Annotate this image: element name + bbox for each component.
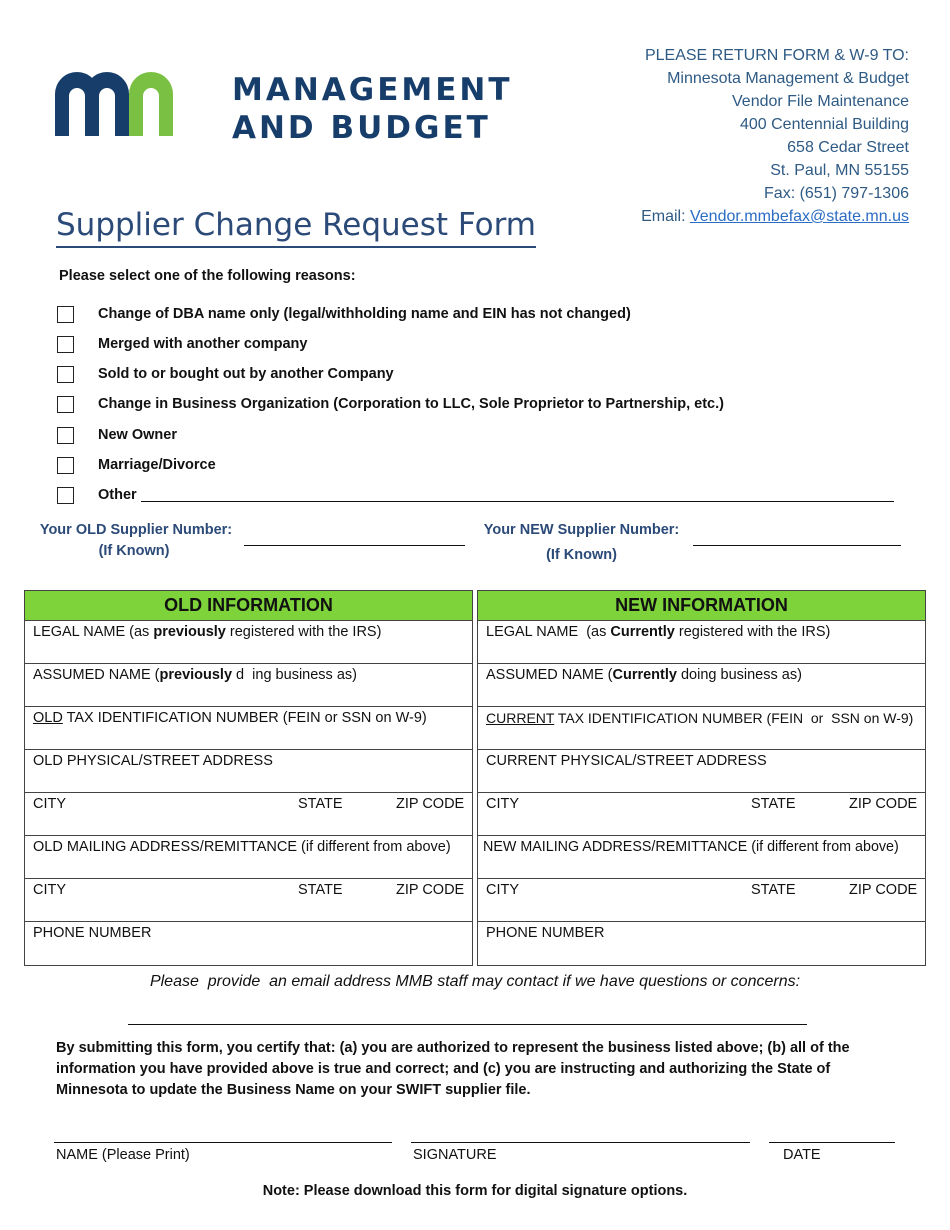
zip-label: ZIP CODE <box>396 882 465 898</box>
old-mailing-address-field[interactable] <box>25 836 472 879</box>
return-line: Vendor File Maintenance <box>732 93 909 110</box>
email-label: Email: <box>641 208 690 225</box>
city-label: CITY <box>486 796 520 812</box>
new-supplier-label-text: Your NEW Supplier Number: <box>483 522 680 538</box>
reason-checkbox[interactable] <box>57 396 74 413</box>
old-address-field[interactable] <box>25 750 472 793</box>
new-address-field[interactable] <box>478 750 925 793</box>
return-line: St. Paul, MN 55155 <box>770 162 909 179</box>
field-label: registered with the IRS) <box>225 624 382 640</box>
city-label: CITY <box>33 796 67 812</box>
reason-checkbox[interactable] <box>57 457 74 474</box>
return-email-row <box>641 205 909 228</box>
reason-item <box>57 304 631 324</box>
mn-logo-icon <box>55 72 211 136</box>
old-phone-field[interactable] <box>25 922 472 965</box>
return-address <box>641 44 909 228</box>
zip-label: ZIP CODE <box>849 796 918 812</box>
return-heading: PLEASE RETURN FORM & W-9 TO: <box>644 47 909 64</box>
field-label: d ing business as) <box>232 667 357 683</box>
reason-checkbox[interactable] <box>57 366 74 383</box>
field-label: CURRENT PHYSICAL/STREET ADDRESS <box>486 753 767 769</box>
new-legal-name-field[interactable] <box>478 621 925 664</box>
zip-label: ZIP CODE <box>849 882 918 898</box>
field-label-bold: previously <box>153 624 226 640</box>
instructions: Please select one of the following reasons: <box>59 268 356 284</box>
old-tax-id-field[interactable] <box>25 707 472 750</box>
field-label: LEGAL NAME (as <box>486 624 611 640</box>
date-label: DATE <box>783 1147 821 1163</box>
new-assumed-name-field[interactable] <box>478 664 925 707</box>
footer-note: Note: Please download this form for digital signature options. <box>262 1183 688 1199</box>
city-label: CITY <box>486 882 520 898</box>
certification-text: By submitting this form, you certify that: (a) you are authorized to represent the business listed above; (b) all of the information you have provided above is true and correct; and (c) you are instructing and authorizing the State of Minnesota to update the Business Name on your SWIFT supplier file. <box>56 1040 850 1098</box>
name-label: NAME (Please Print) <box>56 1147 190 1163</box>
old-legal-name-field[interactable] <box>25 621 472 664</box>
state-label: STATE <box>751 882 796 898</box>
field-label-bold: Currently <box>612 667 677 683</box>
old-information-table <box>24 590 473 966</box>
field-label: ASSUMED NAME ( <box>33 667 160 683</box>
field-label: OLD MAILING ADDRESS/REMITTANCE (if different from above) <box>33 839 451 855</box>
reason-item <box>57 364 394 384</box>
reason-item <box>57 455 216 475</box>
email-link[interactable]: Vendor.mmbefax@state.mn.us <box>689 208 909 225</box>
field-label: PHONE NUMBER <box>33 925 152 941</box>
field-label-bold: Currently <box>610 624 675 640</box>
field-label: ASSUMED NAME ( <box>486 667 613 683</box>
field-label-underlined: OLD <box>33 710 63 726</box>
logo-line-2: AND BUDGET <box>232 110 491 146</box>
state-label: STATE <box>298 882 343 898</box>
reason-item <box>57 485 137 505</box>
field-label: PHONE NUMBER <box>486 925 605 941</box>
new-supplier-label <box>479 520 684 566</box>
old-supplier-label-text: Your OLD Supplier Number: <box>39 522 233 538</box>
new-information-table <box>477 590 926 966</box>
return-line: 658 Cedar Street <box>787 139 909 156</box>
reason-label: Change of DBA name only (legal/withholding name and EIN has not changed) <box>98 306 631 322</box>
return-line: Fax: (651) 797-1306 <box>764 185 909 202</box>
return-line: Minnesota Management & Budget <box>667 70 909 87</box>
reason-checkbox[interactable] <box>57 427 74 444</box>
field-label: TAX IDENTIFICATION NUMBER (FEIN or SSN on W-9) <box>554 710 914 726</box>
field-label: NEW MAILING ADDRESS/REMITTANCE (if different from above) <box>483 839 899 855</box>
field-label: registered with the IRS) <box>674 624 831 640</box>
city-label: CITY <box>33 882 67 898</box>
signature-label: SIGNATURE <box>413 1147 497 1163</box>
old-supplier-number-input[interactable] <box>244 545 465 546</box>
field-label: doing business as) <box>676 667 802 683</box>
state-label: STATE <box>751 796 796 812</box>
reason-item <box>57 394 724 414</box>
new-mailing-city-state-zip-field[interactable] <box>478 879 925 922</box>
field-label-bold: previously <box>159 667 233 683</box>
reason-checkbox[interactable] <box>57 306 74 323</box>
reason-checkbox[interactable] <box>57 336 74 353</box>
field-label: TAX IDENTIFICATION NUMBER (FEIN or SSN on W-9) <box>62 710 427 726</box>
old-mailing-city-state-zip-field[interactable] <box>25 879 472 922</box>
field-label: LEGAL NAME (as <box>33 624 154 640</box>
reason-label: Marriage/Divorce <box>98 457 216 473</box>
state-label: STATE <box>298 796 343 812</box>
other-reason-input[interactable] <box>141 501 894 502</box>
signature-input[interactable] <box>411 1142 750 1143</box>
contact-email-input[interactable] <box>128 1024 807 1025</box>
new-tax-id-field[interactable] <box>478 707 925 750</box>
old-city-state-zip-field[interactable] <box>25 793 472 836</box>
field-label: OLD PHYSICAL/STREET ADDRESS <box>33 753 273 769</box>
new-supplier-number-input[interactable] <box>693 545 901 546</box>
reason-checkbox[interactable] <box>57 487 74 504</box>
reason-label: Other <box>98 487 137 503</box>
reason-label: Merged with another company <box>98 336 308 352</box>
old-supplier-sub: (If Known) <box>98 543 170 559</box>
new-mailing-address-field[interactable] <box>478 836 925 879</box>
return-line: 400 Centennial Building <box>739 116 909 133</box>
new-city-state-zip-field[interactable] <box>478 793 925 836</box>
name-input[interactable] <box>54 1142 392 1143</box>
page-title <box>56 205 536 248</box>
new-supplier-sub: (If Known) <box>546 547 617 563</box>
reason-label: Change in Business Organization (Corporation to LLC, Sole Proprietor to Partnership, etc.) <box>98 396 724 412</box>
new-information-header: NEW INFORMATION <box>478 591 925 621</box>
new-phone-field[interactable] <box>478 922 925 965</box>
page-title-text: Supplier Change Request Form <box>56 207 536 243</box>
reason-item <box>57 425 177 445</box>
email-prompt: Please provide an email address MMB staff may contact if we have questions or concerns: <box>149 973 801 990</box>
reason-item <box>57 334 307 354</box>
old-information-header: OLD INFORMATION <box>25 591 472 621</box>
logo-line-1: MANAGEMENT <box>232 72 513 108</box>
reason-label: New Owner <box>98 427 177 443</box>
old-assumed-name-field[interactable] <box>25 664 472 707</box>
zip-label: ZIP CODE <box>396 796 465 812</box>
reason-label: Sold to or bought out by another Company <box>98 366 394 382</box>
old-supplier-label <box>36 520 236 562</box>
field-label-underlined: CURRENT <box>486 710 555 726</box>
logo-wordmark <box>232 71 513 147</box>
date-input[interactable] <box>769 1142 895 1143</box>
